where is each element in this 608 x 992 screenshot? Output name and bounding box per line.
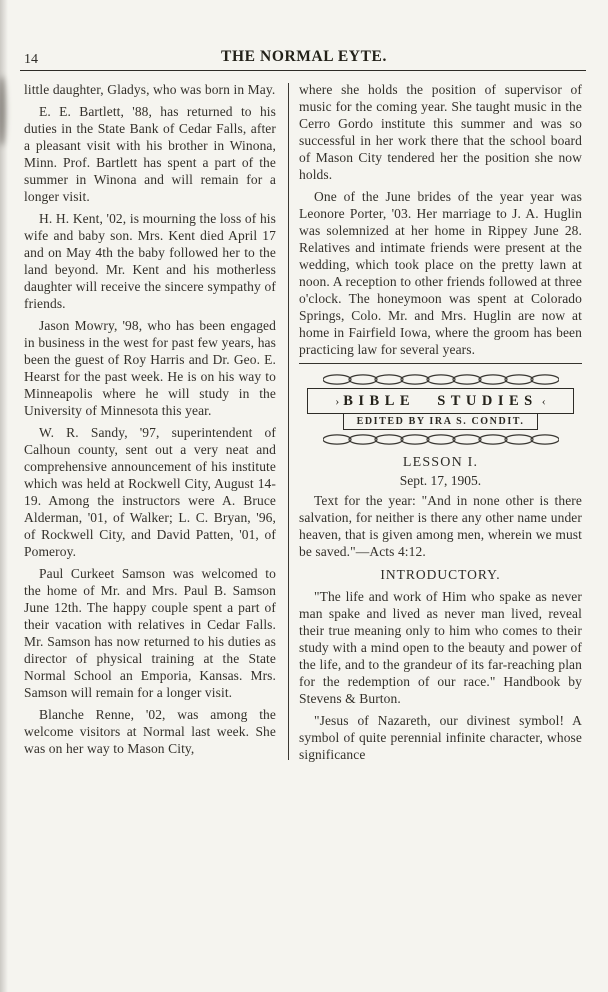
paragraph: Jason Mowry, '98, who has been engaged in business in the west for past few years, has been the guest of Roy Harris and Dr. Geo. E. Hearst for the past week. He is on his way to Minneapolis where he will study in the University of Minnesota this year. xyxy=(24,318,276,418)
paragraph: E. E. Bartlett, '88, has returned to his duties in the State Bank of Cedar Falls, after a pleasant visit with his brother in Winona, Minn. Prof. Bartlett has spent a part of the summer in Winona and will remain for a longer visit. xyxy=(24,104,276,204)
section-divider-rule xyxy=(299,363,582,364)
introductory-heading: INTRODUCTORY. xyxy=(380,567,501,582)
bible-studies-masthead xyxy=(307,388,574,414)
right-column xyxy=(299,81,582,768)
bracket-left-icon: › xyxy=(335,394,340,408)
paragraph: One of the June brides of the year year was Leonore Porter, '03. Her marriage to J. A. Huglin was solemnized at her home in Rippey June 28. Relatives and intimate friends were present at the wedding, which took place on the pretty lawn at noon. A reception to other friends followed at three o'clock. The honeymoon was spent at Colorado Springs, Colo. Mr. and Mrs. Huglin are now at home in Fairfield Iowa, where the groom has been practicing law for several years. xyxy=(299,189,582,357)
loop-flourish-bottom-icon xyxy=(323,433,559,446)
paragraph: where she holds the position of supervisor of music for the coming year. She taught music in the Cerro Gordo institute this summer and was so successful in her work there that the school board of Mason City tendered her the position she now holds. xyxy=(299,82,582,182)
header-rule xyxy=(20,70,586,71)
bracket-right-icon: ‹ xyxy=(541,394,546,408)
paragraph: little daughter, Gladys, who was born in May. xyxy=(24,82,276,97)
bible-studies-section xyxy=(299,363,582,763)
lesson-heading: LESSON I. xyxy=(402,455,479,470)
left-column xyxy=(24,81,276,768)
lesson-date: Sept. 17, 1905. xyxy=(399,473,482,488)
paragraph: "Jesus of Nazareth, our divinest symbol! A symbol of quite perennial infinite character, whose significance xyxy=(299,713,582,762)
paragraph: H. H. Kent, '02, is mourning the loss of his wife and baby son. Mrs. Kent died April 17 and on May 4th the baby followed her to the land beyond. Mr. Kent and his motherless daughter will receive the sincere sympathy of friends. xyxy=(24,211,276,311)
paragraph: W. R. Sandy, '97, superintendent of Calhoun county, sent out a very neat and comprehensive announcement of his institute which was held at Rockwell City, August 14-19. Among the instructors were A. Bruce Alderman, '01, of Walker; L. C. Bryan, '96, of Rockwell City, and David Patten, '01, of Pomeroy. xyxy=(24,425,276,559)
page-title: THE NORMAL EYTE. xyxy=(221,48,387,65)
paragraph: Blanche Renne, '02, was among the welcome visitors at Normal last week. She was on her way to Mason City, xyxy=(24,707,276,756)
edited-by-line: EDITED BY IRA S. CONDIT. xyxy=(343,414,538,430)
section-title: BIBLE STUDIES xyxy=(343,393,538,409)
paragraph: Paul Curkeet Samson was welcomed to the home of Mr. and Mrs. Paul B. Samson June 12th. The happy couple spent a part of their vacation with relatives in Cedar Falls. Mr. Samson has now returned to his duties as director of physical training at the State Normal School an Emporia, Kansas. Mrs. Samson will remain for a longer visit. xyxy=(24,566,276,700)
paragraph: "The life and work of Him who spake as never man spake and lived as never man lived, reveal their true meaning only to him who comes to their study with a mind open to the beauty and power of the life, and to the grandeur of its far-reaching plan for the redemption of our race." Handbook by Stevens & Burton. xyxy=(299,589,582,706)
columns xyxy=(0,77,608,768)
column-divider-rule xyxy=(288,83,289,760)
page-number: 14 xyxy=(24,52,38,67)
paragraph: Text for the year: "And in none other is there salvation, for neither is there any other name under heaven, that is given among men, wherein we must be saved."—Acts 4:12. xyxy=(299,493,582,559)
page-header xyxy=(0,0,608,70)
loop-flourish-top-icon xyxy=(323,373,559,386)
